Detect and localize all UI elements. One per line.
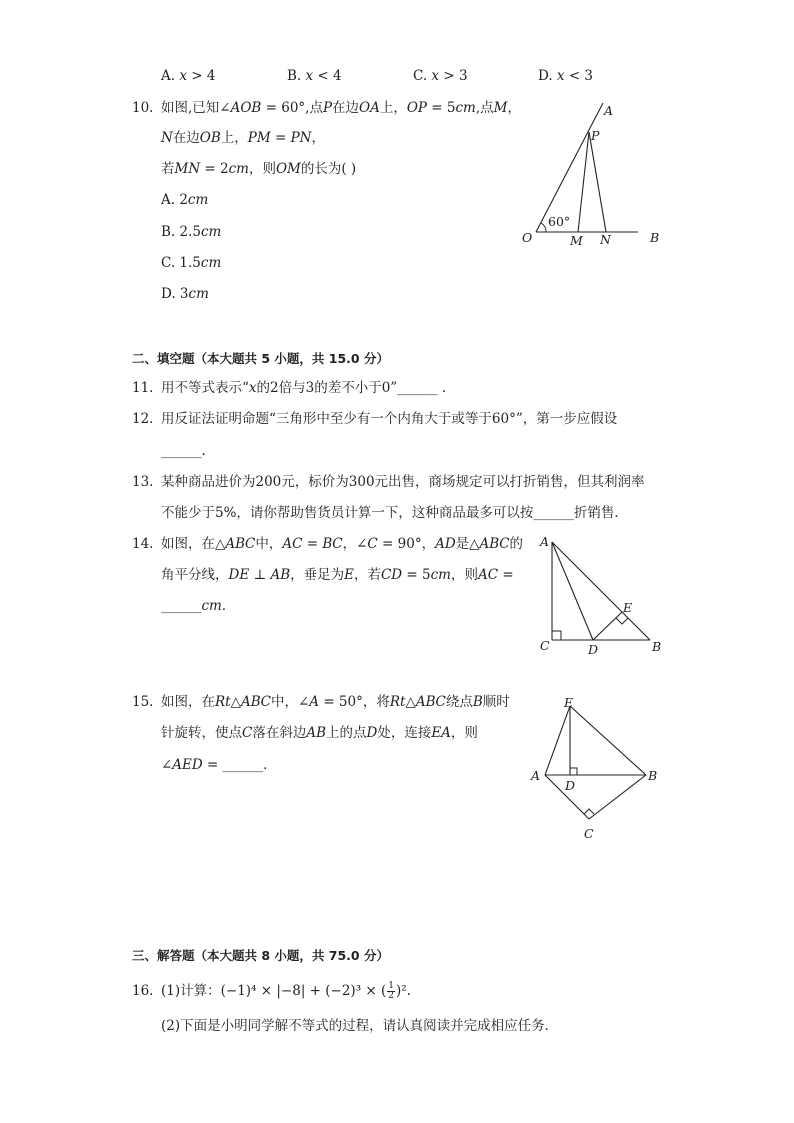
q10-line2: 𝑁在边𝑂𝐵上，𝑃𝑀 = 𝑃𝑁，	[161, 130, 325, 146]
q16-part1-tail: )².	[396, 983, 411, 999]
q10-line3: 若𝑀𝑁 = 2𝑐𝑚，则𝑂𝑀的长为( )	[161, 161, 357, 177]
q10-label-n: N	[600, 232, 611, 247]
q10-label-p: P	[591, 128, 600, 143]
q14-label-e: E	[623, 600, 633, 615]
q15-figure	[525, 692, 665, 847]
q14-label-d: D	[588, 642, 599, 657]
section3-title: 三、解答题（本大题共 8 小题，共 75.0 分）	[132, 948, 389, 963]
q15-label-b: B	[648, 768, 658, 783]
q16-part1-expr: (−1)⁴ × |−8| + (−2)³ × (	[220, 983, 387, 999]
q11-number: 11.	[132, 380, 154, 396]
q10-figure	[510, 95, 670, 255]
q16-part2: (2)下面是小明同学解不等式的过程，请认真阅读并完成相应任务．	[161, 1018, 559, 1034]
q15-label-c: C	[584, 826, 594, 841]
q16-part1-prefix: (1)计算：	[161, 983, 221, 999]
q13-number: 13.	[132, 474, 154, 490]
q14-number: 14.	[132, 536, 154, 552]
q14-label-a: A	[540, 534, 550, 549]
q9-option-c: C. 𝑥 > 3	[413, 68, 468, 84]
q10-label-a: A	[604, 103, 614, 118]
q15-right-angle-c	[584, 809, 594, 814]
q9-option-a: A. 𝑥 > 4	[161, 68, 216, 84]
q16-part1	[161, 981, 411, 1001]
q10-option-b: B. 2.5𝑐𝑚	[161, 224, 222, 240]
q14-figure	[530, 530, 670, 660]
q10-option-c: C. 1.5𝑐𝑚	[161, 255, 222, 271]
q10-segment-pn	[589, 132, 606, 232]
q10-ray-oa	[536, 103, 603, 232]
section2-title: 二、填空题（本大题共 5 小题，共 15.0 分）	[132, 351, 389, 366]
q10-number: 10.	[132, 100, 154, 116]
q10-label-b: B	[650, 230, 660, 245]
q14-line2: 角平分线，𝐷𝐸 ⊥ 𝐴𝐵，垂足为𝐸，若𝐶𝐷 = 5𝑐𝑚，则𝐴𝐶 =	[161, 567, 514, 583]
q16-number: 16.	[132, 983, 154, 999]
q10-label-angle: 60°	[548, 214, 571, 229]
q15-side-ea	[545, 706, 570, 775]
q10-line1: 如图,已知∠𝐴𝑂𝐵 = 60°,点𝑃在边𝑂𝐴上，𝑂𝑃 = 5𝑐𝑚,点𝑀，	[161, 100, 521, 116]
q15-line1: 如图，在𝑅𝑡△𝐴𝐵𝐶中，∠𝐴 = 50°，将𝑅𝑡△𝐴𝐵𝐶绕点𝐵顺时	[161, 694, 510, 710]
q16-frac-den: 2	[388, 991, 394, 1001]
q10-label-m: M	[570, 233, 583, 248]
q15-side-eb	[570, 706, 646, 775]
q14-line3: ______𝑐𝑚．	[161, 598, 236, 614]
q14-side-ab	[552, 542, 650, 640]
q10-option-a: A. 2𝑐𝑚	[161, 192, 209, 208]
q12-number: 12.	[132, 411, 154, 427]
q10-label-o: O	[522, 230, 533, 245]
q16-frac-num: 1	[388, 981, 394, 991]
q15-right-angle-d	[570, 768, 577, 775]
q15-label-a: A	[531, 768, 541, 783]
q14-label-c: C	[540, 638, 550, 653]
q14-label-b: B	[652, 639, 662, 654]
q10-option-d: D. 3𝑐𝑚	[161, 286, 209, 302]
q15-side-cb	[589, 775, 646, 819]
q13-text: 某种商品进价为200元，标价为300元出售，商场规定可以打折销售，但其利润率	[161, 474, 645, 490]
q15-line2: 针旋转，使点𝐶落在斜边𝐴𝐵上的点𝐷处，连接𝐸𝐴，则	[161, 725, 478, 741]
q14-segment-de	[593, 612, 622, 640]
q14-right-angle-c	[552, 631, 561, 640]
q15-label-e: E	[564, 695, 574, 710]
q15-line3: ∠𝐴𝐸𝐷 = ______．	[161, 757, 277, 773]
q15-label-d: D	[565, 778, 576, 793]
q10-angle-arc	[541, 223, 546, 232]
q13-text2: 不能少于5%，请你帮助售货员计算一下，这种商品最多可以按______折销售．	[161, 505, 628, 521]
q9-option-d: D. 𝑥 < 3	[538, 68, 594, 84]
q12-text2: ______.	[161, 443, 206, 459]
q9-option-b: B. 𝑥 < 4	[287, 68, 342, 84]
q14-segment-ad	[552, 542, 593, 640]
q11-text: 用不等式表示“𝑥的2倍与3的差不小于0”______ ．	[161, 380, 456, 396]
q16-part1-fraction	[387, 982, 395, 1001]
q14-line1: 如图，在△𝐴𝐵𝐶中，𝐴𝐶 = 𝐵𝐶，∠𝐶 = 90°，𝐴𝐷是△𝐴𝐵𝐶的	[161, 536, 524, 552]
q12-text: 用反证法证明命题“三角形中至少有一个内角大于或等于60°”，第一步应假设	[161, 411, 618, 427]
q14-right-angle-e	[616, 618, 628, 624]
q15-number: 15.	[132, 694, 154, 710]
